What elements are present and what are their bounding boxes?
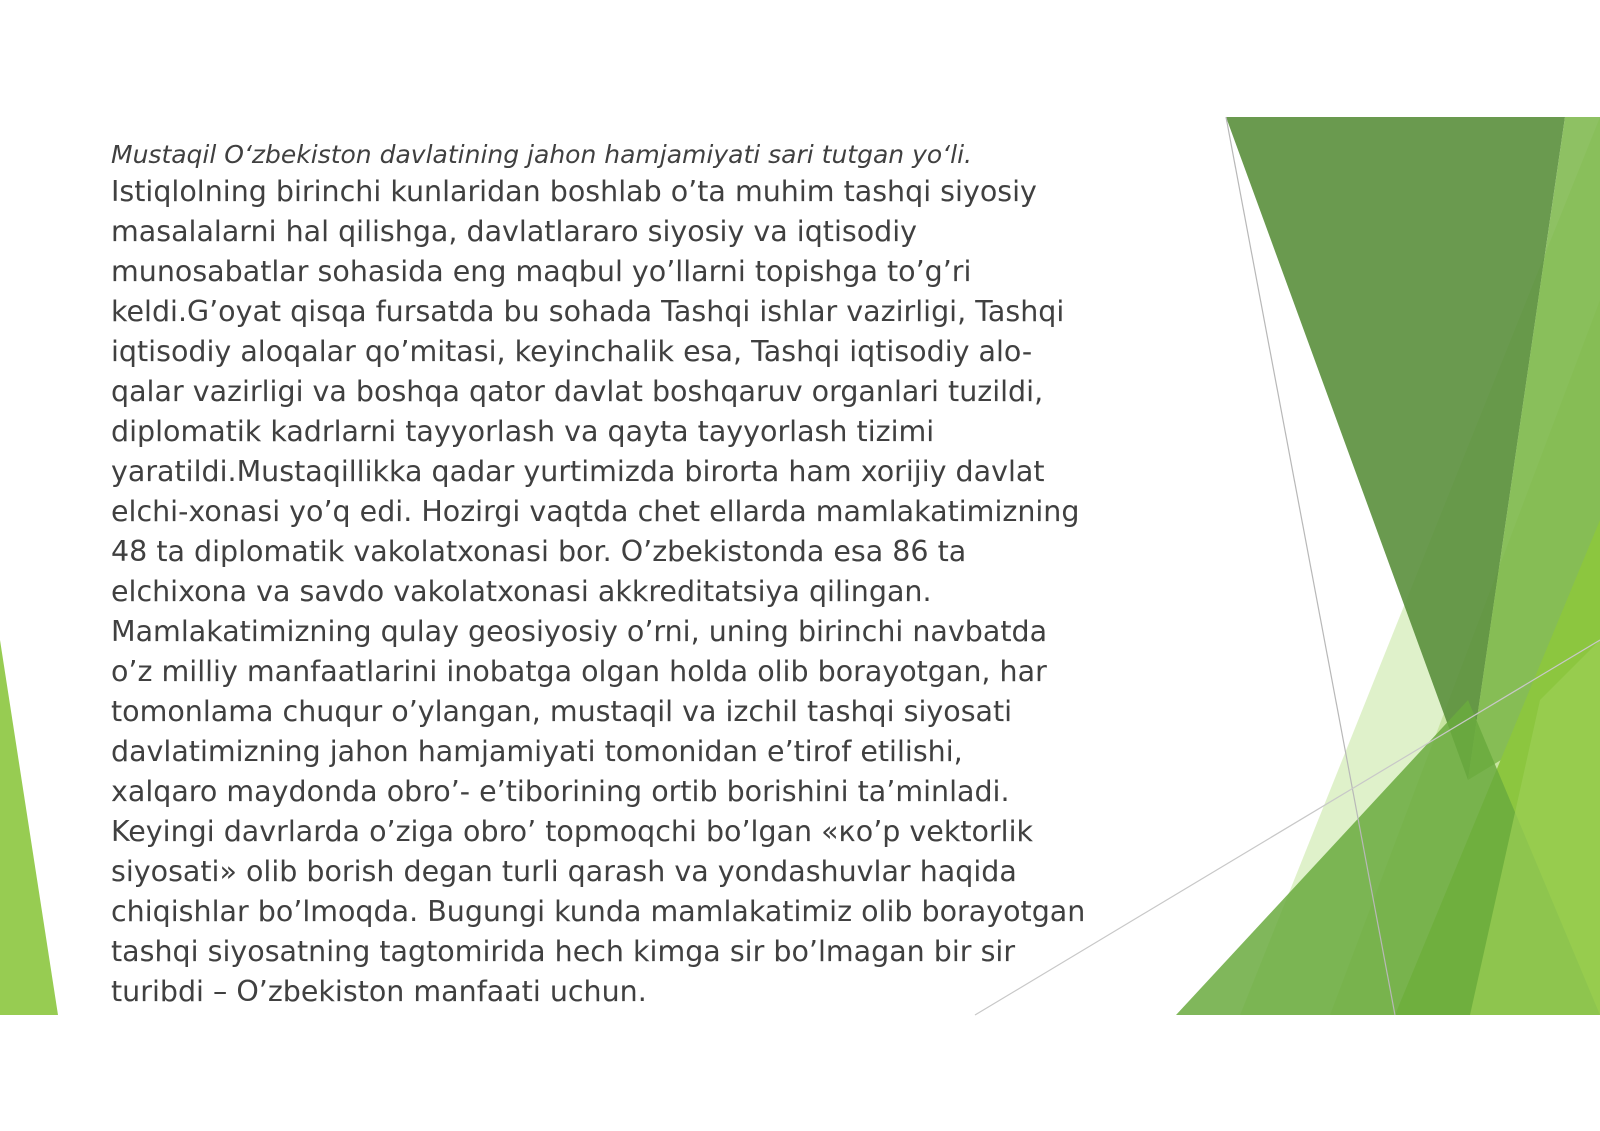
slide-body [111, 138, 1151, 1012]
text-line: 48 ta diplomatik vakolatxonasi bor. O’zbekistonda esa 86 ta [111, 535, 967, 568]
text-line: davlatimizning jahon hamjamiyati tomonidan e’tirof etilishi, [111, 735, 963, 768]
text-line: yaratildi.Mustaqillikka qadar yurtimizda birorta ham xorijiy davlat [111, 455, 1045, 488]
text-line: tomonlama chuqur o’ylangan, mustaqil va izchil tashqi siyosati [111, 695, 1013, 728]
text-line: qalar vazirligi va boshqa qator davlat boshqaruv organlari tuzildi, [111, 375, 1044, 408]
text-line: turibdi – O’zbekiston manfaati uchun. [111, 975, 647, 1008]
text-line: masalalarni hal qilishga, davlatlararo siyosiy va iqtisodiy [111, 215, 918, 248]
text-line: munosabatlar sohasida eng maqbul yo’llarni topishga to’g’ri [111, 255, 972, 288]
text-line: diplomatik kadrlarni tayyorlash va qayta tayyorlash tizimi [111, 415, 935, 448]
slide-subtitle: Mustaqil O‘zbekiston davlatining jahon hamjamiyati sari tutgan yo‘li. [111, 140, 972, 169]
text-line: Keyingi davrlarda o’ziga obro’ topmoqchi bo’lgan «ко’р vektorlik [111, 815, 1033, 848]
text-line: siyosati» olib borish degan turli qarash va yondashuvlar haqida [111, 855, 1017, 888]
left-green-triangle [0, 640, 58, 1015]
text-line: o’z milliy manfaatlarini inobatga olgan holda olib borayotgan, har [111, 655, 1047, 688]
text-line: elchixona va savdo vakolatxonasi akkreditatsiya qilingan. [111, 575, 932, 608]
text-line: iqtisodiy aloqalar qo’mitasi, keyinchalik esa, Tashqi iqtisodiy alo- [111, 335, 1033, 368]
text-line: Istiqlolning birinchi kunlaridan boshlab o’ta muhim tashqi siyosiy [111, 175, 1037, 208]
text-line: elchi-xonasi yo’q edi. Hozirgi vaqtda chet ellarda mamlakatimizning [111, 495, 1080, 528]
text-line: Mamlakatimizning qulay geosiyosiy o’rni, uning birinchi navbatda [111, 615, 1048, 648]
text-line: chiqishlar bo’lmoqda. Bugungi kunda mamlakatimiz olib borayotgan [111, 895, 1086, 928]
text-line: keldi.G’oyat qisqa fursatda bu sohada Tashqi ishlar vazirligi, Tashqi [111, 295, 1065, 328]
text-line: tashqi siyosatning tagtomirida hech kimga sir bo’lmagan bir sir [111, 935, 1016, 968]
text-line: xalqaro maydonda obro’- e’tiborining ortib borishini ta’minladi. [111, 775, 1010, 808]
